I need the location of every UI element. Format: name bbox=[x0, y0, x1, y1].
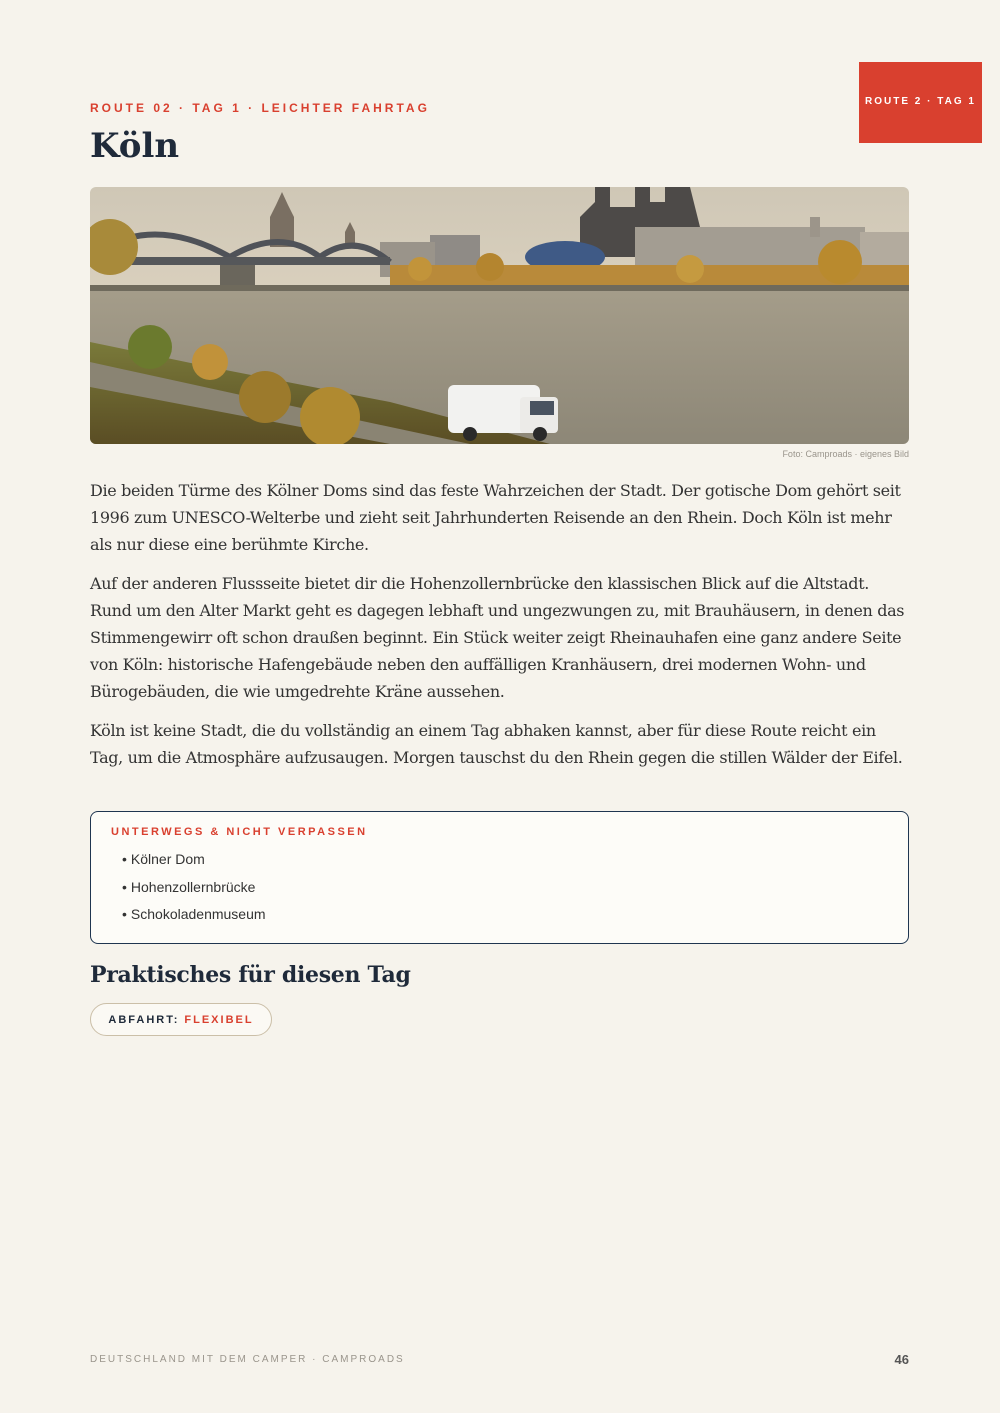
page-number: 46 bbox=[894, 1352, 909, 1367]
footer-title: DEUTSCHLAND MIT DEM CAMPER · CAMPROADS bbox=[90, 1354, 405, 1365]
list-item: • Schokoladenmuseum bbox=[122, 901, 888, 929]
paragraph: Auf der anderen Flussseite bietet dir die Hohenzollernbrücke den klassischen Blick auf die Altstadt. Rund um den Alter Markt geht es dagegen lebhaft und ungezwungen zu, mit Brauhäusern, in denen das Stimmengewirr oft schon draußen beginnt. Ein Stück weiter zeigt Rheinauhafen eine ganz andere Seite von Köln: historische Hafengebäude neben den auffälligen Kranhäusern, drei modernen Wohn- und Bürogebäuden, die wie umgedrehte Kräne aussehen. bbox=[90, 574, 905, 701]
practical-heading: Praktisches für diesen Tag bbox=[90, 962, 411, 988]
list-item: • Hohenzollernbrücke bbox=[122, 874, 888, 902]
departure-value: FLEXIBEL bbox=[184, 1013, 254, 1026]
highlights-box bbox=[90, 811, 909, 944]
highlights-list bbox=[111, 846, 888, 929]
list-item: • Kölner Dom bbox=[122, 846, 888, 874]
highlights-title: UNTERWEGS & NICHT VERPASSEN bbox=[111, 826, 368, 838]
chapter-tab-marker: ROUTE 2 · TAG 1 bbox=[859, 62, 982, 143]
paragraph: Köln ist keine Stadt, die du vollständig an einem Tag abhaken kannst, aber für diese Route reicht ein Tag, um die Atmosphäre aufzusaugen. Morgen tauschst du den Rhein gegen die stillen Wälder der Eifel. bbox=[90, 721, 903, 767]
cologne-rhine-photo bbox=[90, 187, 909, 444]
departure-label: ABFAHRT: bbox=[108, 1013, 180, 1026]
photo-caption: Foto: Camproads · eigenes Bild bbox=[782, 449, 909, 459]
article-body bbox=[90, 477, 910, 783]
page-title: Köln bbox=[90, 126, 180, 166]
route-kicker: ROUTE 02 · TAG 1 · LEICHTER FAHRTAG bbox=[90, 101, 430, 115]
paragraph: Die beiden Türme des Kölner Doms sind das feste Wahrzeichen der Stadt. Der gotische Dom gehört seit 1996 zum UNESCO-Welterbe und zieht seit Jahrhunderten Reisende an den Rhein. Doch Köln ist mehr als nur diese eine berühmte Kirche. bbox=[90, 481, 901, 554]
departure-badge bbox=[90, 1003, 272, 1036]
